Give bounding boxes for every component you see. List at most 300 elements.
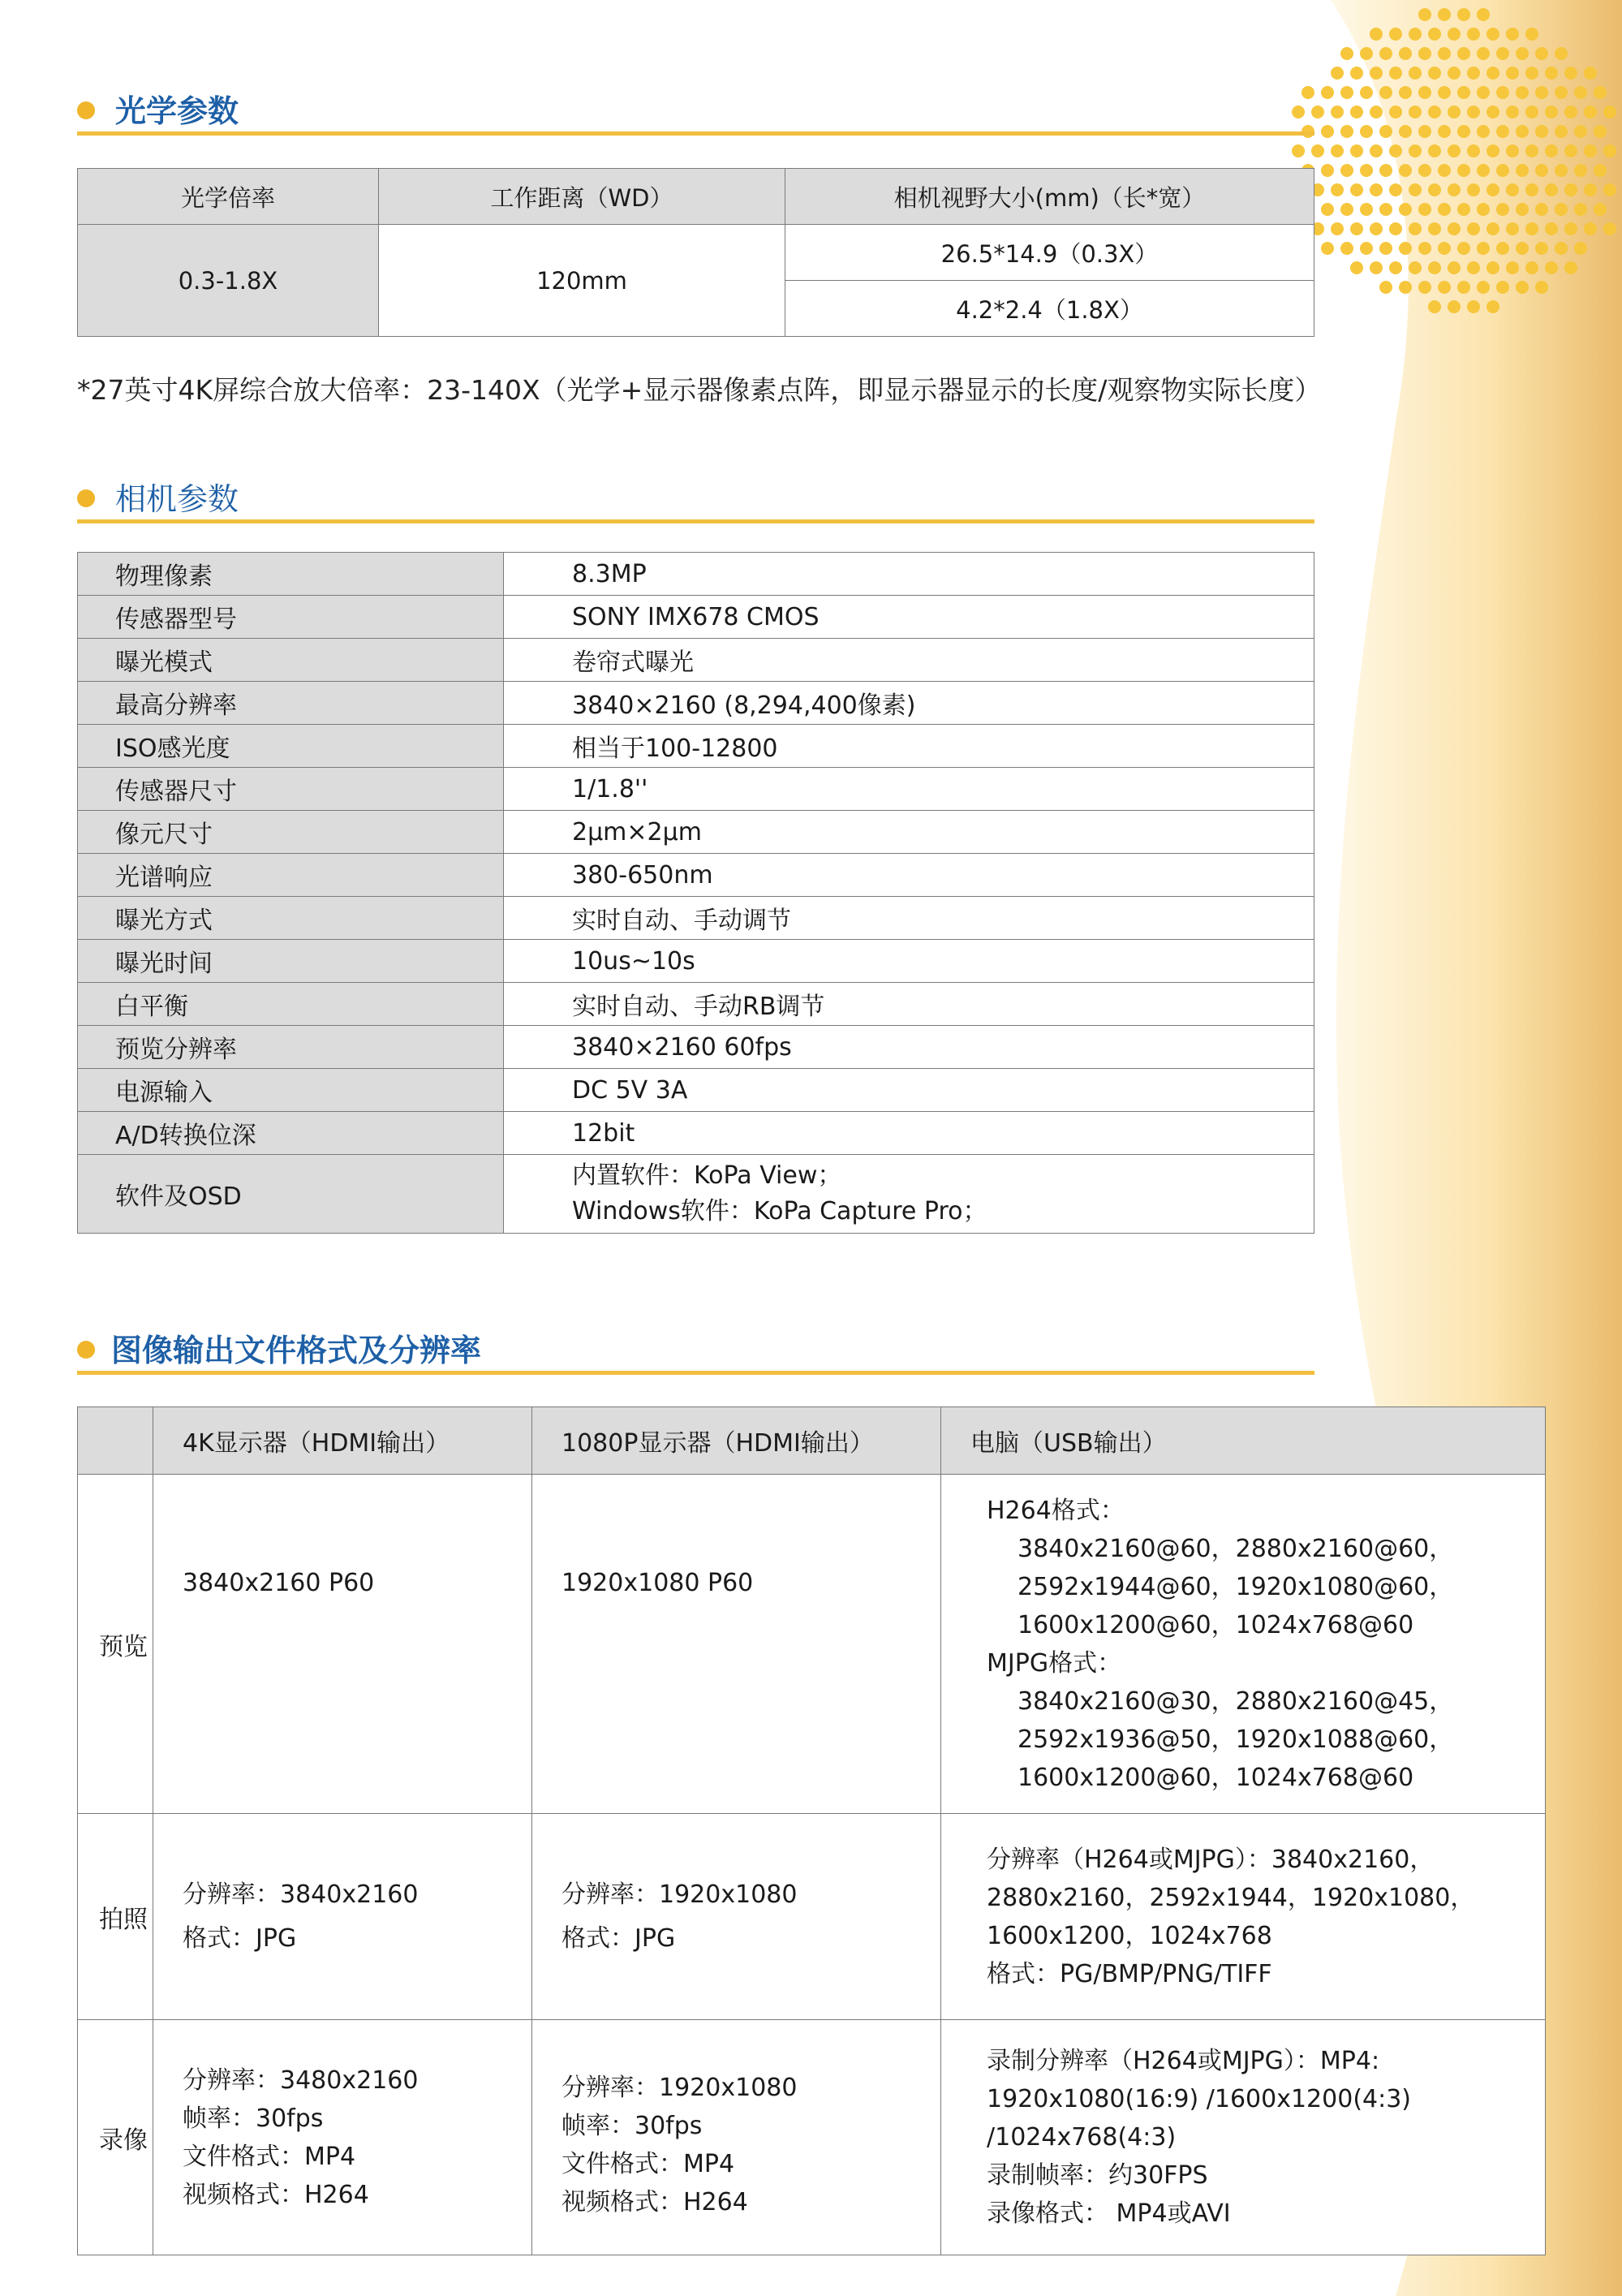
table-row [78,768,1314,811]
dot [1409,183,1422,196]
dot [1486,28,1499,41]
dot [1467,106,1480,118]
dot [1496,86,1509,99]
section-camera-header [77,467,1314,524]
video-1080p [532,2020,941,2255]
dot [1448,144,1461,157]
row-label: 拍照 [78,1814,153,2020]
dot [1438,125,1451,138]
dot [1448,28,1461,41]
photo-4k [153,1814,532,2020]
dot [1594,203,1607,216]
photo-1080p [532,1814,941,2020]
dot [1496,164,1509,177]
dot [1438,164,1451,177]
dot [1399,281,1412,294]
dot [1389,106,1402,118]
preview-pc [941,1475,1546,1814]
output-row-video [78,2020,1546,2255]
table-row [78,897,1314,940]
dot [1457,125,1470,138]
dot [1486,183,1499,196]
dot [1516,203,1529,216]
dot [1350,106,1363,118]
list-item: 2592x1944@60，1920x1080@60， [1018,1572,1454,1601]
dot [1457,242,1470,255]
dot [1389,67,1402,80]
dot [1584,183,1597,196]
dot [1564,106,1577,118]
dot [1516,86,1529,99]
param-key: 曝光时间 [78,940,504,983]
param-value: 8.3MP [504,553,1314,596]
param-value: 实时自动、手动RB调节 [504,983,1314,1026]
dot [1399,86,1412,99]
param-key: 白平衡 [78,983,504,1026]
preview-4k: 3840x2160 P60 [153,1475,532,1814]
param-key: 预览分辨率 [78,1026,504,1069]
dot [1506,28,1519,41]
dot [1535,203,1548,216]
param-value [504,1155,1314,1234]
table-row [78,940,1314,983]
list-item: 1600x1200@60，1024x768@60 [1018,1610,1414,1639]
dot [1399,164,1412,177]
dot [1506,183,1519,196]
dot [1574,164,1587,177]
dot [1331,144,1344,157]
dot [1555,242,1568,255]
dot [1496,242,1509,255]
list-item: 录制分辨率（H264或MJPG）：MP4: [987,2047,1380,2075]
dot [1340,125,1353,138]
list-item: MJPG格式： [987,1648,1122,1678]
list-item: 文件格式：MP4 [561,2149,735,2178]
dot [1516,164,1529,177]
dot [1477,203,1490,216]
dot [1467,222,1480,235]
list-item: 1600x1200，1024x768 [987,1921,1272,1950]
dot [1321,86,1334,99]
dot [1379,203,1392,216]
video-pc [941,2020,1546,2255]
dot [1525,28,1538,41]
optics-fov-low: 26.5*14.9（0.3X） [785,225,1314,281]
dot [1389,261,1402,274]
table-row [78,553,1314,596]
optics-header-working-distance: 工作距离（WD） [379,169,785,225]
dot [1535,281,1548,294]
list-item: 3840x2160@30，2880x2160@45， [1018,1686,1454,1716]
dot [1564,222,1577,235]
dot [1360,125,1373,138]
bullet-icon [77,1341,95,1359]
dot [1321,242,1334,255]
dot [1594,164,1607,177]
dot [1389,28,1402,41]
dot [1409,261,1422,274]
dot [1535,242,1548,255]
dot [1370,222,1383,235]
dot [1428,300,1441,313]
dot [1496,203,1509,216]
dot [1603,183,1616,196]
dot [1457,203,1470,216]
dot [1428,28,1441,41]
dot [1350,183,1363,196]
dot [1477,281,1490,294]
dot [1360,86,1373,99]
dot [1574,242,1587,255]
dot [1516,47,1529,60]
dot [1418,47,1431,60]
param-key: 电源输入 [78,1069,504,1112]
dot [1418,203,1431,216]
param-value: 卷帘式曝光 [504,639,1314,682]
dot [1603,222,1616,235]
dot [1340,242,1353,255]
decorative-dot-pattern [1282,0,1622,325]
video-4k [153,2020,532,2255]
dot [1340,203,1353,216]
dot [1409,106,1422,118]
list-item: 录像格式： MP4或AVI [987,2199,1231,2228]
dot [1331,106,1344,118]
list-item: 格式：JPG [183,1923,297,1953]
list-item: 视频格式：H264 [183,2180,369,2209]
dot [1409,222,1422,235]
dot [1506,261,1519,274]
optics-header-magnification: 光学倍率 [78,169,379,225]
table-row [78,1069,1314,1112]
dot [1486,300,1499,313]
dot [1457,281,1470,294]
param-value: 2μm×2μm [504,811,1314,854]
dot [1564,67,1577,80]
dot [1516,125,1529,138]
dot [1292,144,1305,157]
dot [1496,47,1509,60]
dot [1545,183,1558,196]
dot [1321,203,1334,216]
output-header-1080p: 1080P显示器（HDMI输出） [532,1407,941,1475]
dot [1477,8,1490,21]
output-header-pc: 电脑（USB输出） [941,1407,1546,1475]
dot [1486,222,1499,235]
dot [1428,183,1441,196]
dot [1555,203,1568,216]
dot [1331,67,1344,80]
param-key: A/D转换位深 [78,1112,504,1155]
dot [1535,86,1548,99]
dot [1603,106,1616,118]
dot [1525,183,1538,196]
section-output-header [77,1319,1314,1376]
dot [1516,242,1529,255]
dot [1321,164,1334,177]
dot [1506,144,1519,157]
dot [1409,144,1422,157]
dot [1564,144,1577,157]
param-value: 10us~10s [504,940,1314,983]
param-value: 3840×2160 60fps [504,1026,1314,1069]
optics-magnification-value: 0.3-1.8X [78,225,379,337]
table-row [78,811,1314,854]
dot [1545,261,1558,274]
list-item: 文件格式：MP4 [183,2142,356,2171]
dot [1555,125,1568,138]
dot [1399,203,1412,216]
dot [1418,86,1431,99]
dot [1594,86,1607,99]
param-key: ISO感光度 [78,725,504,768]
dot [1457,47,1470,60]
dot [1350,261,1363,274]
list-item: H264格式： [987,1496,1125,1525]
section-rule [77,519,1314,523]
dot [1331,222,1344,235]
dot [1457,8,1470,21]
dot [1477,164,1490,177]
row-label: 录像 [78,2020,153,2255]
dot [1496,281,1509,294]
dot [1525,106,1538,118]
dot [1545,106,1558,118]
dot [1525,67,1538,80]
list-item: 3840x2160@60，2880x2160@60， [1018,1534,1454,1563]
dot [1584,67,1597,80]
dot [1438,86,1451,99]
dot [1448,106,1461,118]
dot [1370,106,1383,118]
param-value: 1/1.8'' [504,768,1314,811]
list-item: 录制帧率：约30FPS [987,2161,1208,2190]
param-value: 3840×2160 (8,294,400像素) [504,682,1314,725]
software-line-2: Windows软件：KoPa Capture Pro； [572,1197,987,1226]
dot [1486,67,1499,80]
list-item: 分辨率：1920x1080 [561,2073,798,2102]
dot [1360,242,1373,255]
dot [1564,183,1577,196]
dot [1428,222,1441,235]
dot [1418,125,1431,138]
param-key: 软件及OSD [78,1155,504,1234]
list-item: 2592x1936@50，1920x1088@60， [1018,1725,1454,1754]
optics-wd-value: 120mm [379,225,785,337]
list-item: 分辨率（H264或MJPG）：3840x2160， [987,1845,1435,1874]
param-key: 曝光方式 [78,897,504,940]
dot [1340,86,1353,99]
dot [1418,281,1431,294]
dot [1370,183,1383,196]
optics-table [77,168,1314,337]
list-item: 分辨率：1920x1080 [561,1880,798,1909]
list-item: 视频格式：H264 [561,2187,748,2216]
dot [1584,222,1597,235]
param-value: 实时自动、手动调节 [504,897,1314,940]
dot [1467,144,1480,157]
param-key: 曝光模式 [78,639,504,682]
dot [1564,261,1577,274]
dot [1477,242,1490,255]
output-header-4k: 4K显示器（HDMI输出） [153,1407,532,1475]
dot [1350,144,1363,157]
dot [1506,106,1519,118]
param-value: 相当于100-12800 [504,725,1314,768]
output-format-table [77,1406,1546,2255]
dot [1350,222,1363,235]
dot [1438,8,1451,21]
dot [1516,281,1529,294]
param-value: 12bit [504,1112,1314,1155]
dot [1545,144,1558,157]
dot [1486,144,1499,157]
dot [1428,106,1441,118]
dot [1399,242,1412,255]
table-row [78,1026,1314,1069]
param-key: 传感器尺寸 [78,768,504,811]
dot [1555,164,1568,177]
dot [1603,144,1616,157]
table-row [78,639,1314,682]
table-row [78,682,1314,725]
dot [1379,164,1392,177]
list-item: 帧率：30fps [183,2104,324,2133]
table-row [78,854,1314,897]
optics-header-fov: 相机视野大小(mm)（长*宽） [785,169,1314,225]
table-row [78,983,1314,1026]
dot [1555,86,1568,99]
param-key: 最高分辨率 [78,682,504,725]
list-item: 格式：JPG [561,1923,676,1953]
dot [1340,47,1353,60]
dot [1574,125,1587,138]
list-item: 2880x2160，2592x1944，1920x1080， [987,1883,1475,1912]
row-label: 预览 [78,1475,153,1814]
section-title: 相机参数 [115,481,239,517]
dot [1438,281,1451,294]
param-key: 物理像素 [78,553,504,596]
software-line-1: 内置软件：KoPa View； [572,1161,842,1190]
dot [1331,183,1344,196]
magnification-note: *27英寸4K屏综合放大倍率：23-140X（光学+显示器像素点阵，即显示器显示的长度/观察物实际长度） [77,374,1322,406]
dot [1379,47,1392,60]
dot [1486,261,1499,274]
dot [1574,203,1587,216]
dot [1448,300,1461,313]
list-item: 帧率：30fps [561,2111,703,2140]
dot [1467,28,1480,41]
dot [1467,300,1480,313]
dot [1409,28,1422,41]
dot [1584,106,1597,118]
dot [1448,261,1461,274]
dot [1311,144,1324,157]
dot [1399,47,1412,60]
dot [1379,86,1392,99]
dot [1477,86,1490,99]
output-row-preview [78,1475,1546,1814]
dot [1506,67,1519,80]
dot [1438,242,1451,255]
dot [1370,67,1383,80]
param-key: 光谱响应 [78,854,504,897]
table-row [78,596,1314,639]
dot [1545,67,1558,80]
dot [1370,28,1383,41]
list-item: 格式：PG/BMP/PNG/TIFF [987,1959,1272,1988]
dot [1438,203,1451,216]
section-title: 图像输出文件格式及分辨率 [111,1333,482,1368]
dot [1525,222,1538,235]
dot [1350,67,1363,80]
param-value: SONY IMX678 CMOS [504,596,1314,639]
dot [1506,222,1519,235]
dot [1409,67,1422,80]
dot [1379,242,1392,255]
dot [1584,144,1597,157]
list-item: 分辨率：3840x2160 [183,1880,419,1909]
output-corner-cell [78,1407,153,1475]
dot [1389,222,1402,235]
camera-params-table [77,552,1314,1234]
dot [1525,261,1538,274]
dot [1448,183,1461,196]
dot [1448,222,1461,235]
param-key: 传感器型号 [78,596,504,639]
dot [1389,144,1402,157]
dot [1379,125,1392,138]
dot [1389,183,1402,196]
dot [1399,125,1412,138]
dot [1574,86,1587,99]
bullet-icon [77,101,95,119]
list-item: 1920x1080(16:9) /1600x1200(4:3) [987,2085,1412,2113]
dot [1360,203,1373,216]
dot [1486,106,1499,118]
dot [1428,67,1441,80]
dot [1360,164,1373,177]
dot [1379,281,1392,294]
dot [1535,125,1548,138]
preview-1080p: 1920x1080 P60 [532,1475,941,1814]
dot [1594,125,1607,138]
section-rule [77,1371,1314,1375]
dot [1467,261,1480,274]
dot [1418,8,1431,21]
dot [1545,222,1558,235]
dot [1428,144,1441,157]
table-row [78,1112,1314,1155]
dot [1457,164,1470,177]
dot [1448,67,1461,80]
dot [1477,47,1490,60]
table-row [78,725,1314,768]
dot [1535,164,1548,177]
optics-fov-high: 4.2*2.4（1.8X） [785,281,1314,337]
dot [1467,183,1480,196]
dot [1321,125,1334,138]
param-key: 像元尺寸 [78,811,504,854]
dot [1525,144,1538,157]
list-item: /1024x768(4:3) [987,2123,1177,2152]
section-rule [77,131,1314,136]
dot [1496,125,1509,138]
dot [1467,67,1480,80]
dot [1370,261,1383,274]
dot [1555,47,1568,60]
dot [1438,47,1451,60]
